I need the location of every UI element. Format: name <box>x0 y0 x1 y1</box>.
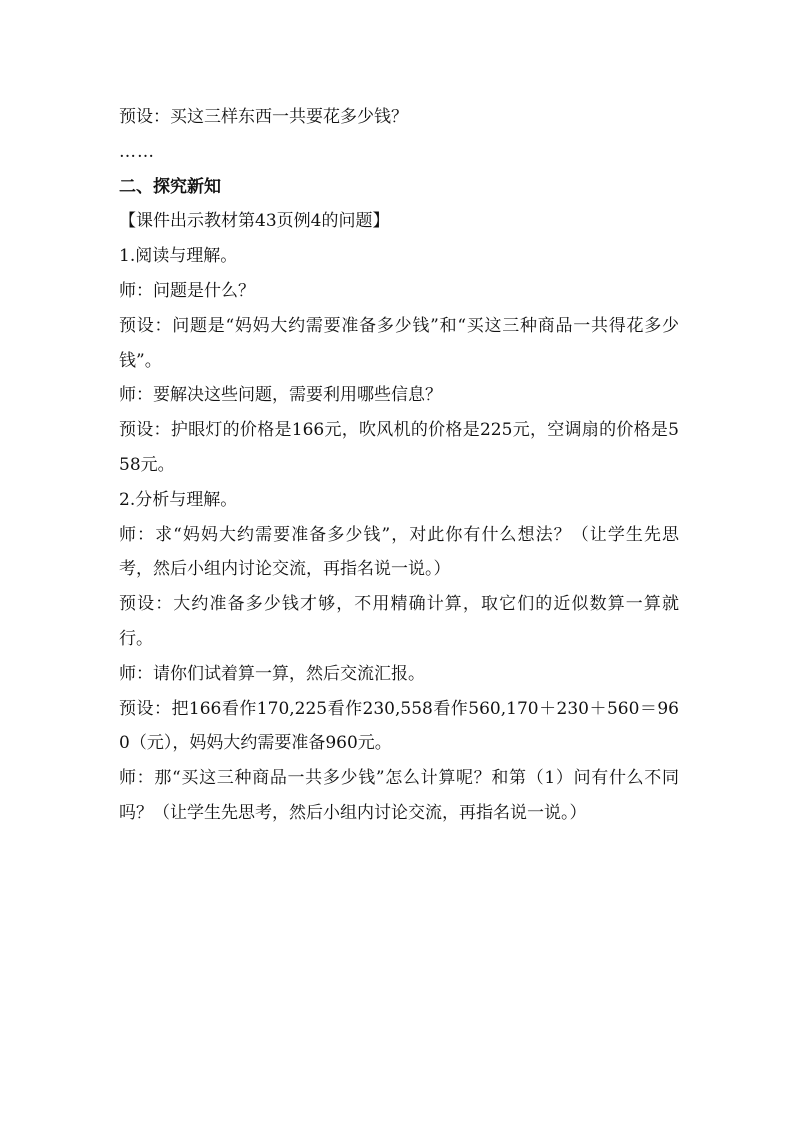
paragraph-step-1: 1.阅读与理解。 <box>119 246 238 267</box>
paragraph-teacher-question-1: 师：问题是什么？ <box>119 280 255 301</box>
document-body <box>119 100 679 831</box>
paragraph-teacher-instruction: 师：请你们试着算一算，然后交流汇报。 <box>119 663 425 684</box>
section-heading: 二、探究新知 <box>119 176 221 197</box>
paragraph-teacher-question-4: 师：那“买这三种商品一共多少钱”怎么计算呢？和第（1）问有什么不同吗？（让学生先思考，然后小组内讨论交流，再指名说一说。） <box>119 768 679 823</box>
paragraph-preset-answer-2: 预设：护眼灯的价格是166元，吹风机的价格是225元，空调扇的价格是558元。 <box>119 420 679 475</box>
paragraph-courseware-note: 【课件出示教材第43页例4的问题】 <box>119 211 390 232</box>
paragraph-ellipsis: …… <box>119 141 155 162</box>
paragraph-preset-answer-4: 预设：把166看作170,225看作230,558看作560,170＋230＋560＝960（元），妈妈大约需要准备960元。 <box>119 698 679 754</box>
paragraph-step-2: 2.分析与理解。 <box>119 489 238 510</box>
paragraph-preset-answer-1: 预设：问题是“妈妈大约需要准备多少钱”和“买这三种商品一共得花多少钱”。 <box>119 315 679 371</box>
paragraph-teacher-question-3: 师：求“妈妈大约需要准备多少钱”，对此你有什么想法？（让学生先思考，然后小组内讨论交流，再指名说一说。） <box>119 524 679 580</box>
paragraph-preset-question: 预设：买这三样东西一共要花多少钱？ <box>119 107 408 127</box>
paragraph-preset-answer-3: 预设：大约准备多少钱才够，不用精确计算，取它们的近似数算一算就行。 <box>119 594 679 649</box>
paragraph-teacher-question-2: 师：要解决这些问题，需要利用哪些信息？ <box>119 385 442 406</box>
